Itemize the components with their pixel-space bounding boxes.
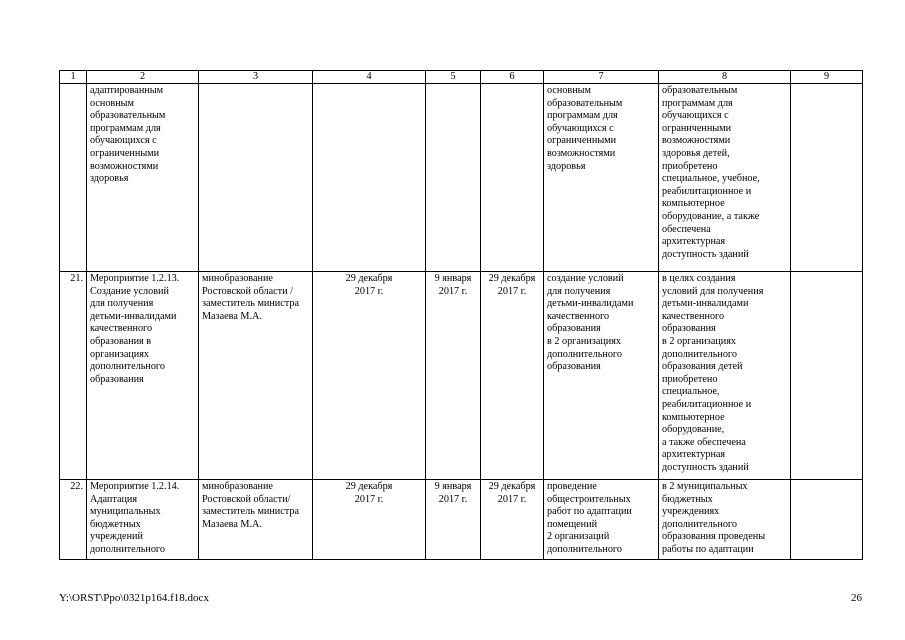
event-cell: Мероприятие 1.2.13. Создание условий для получения детьми-инвалидами качественного образования в организациях дополнительного образования: [87, 272, 199, 480]
actual-result-cell: в 2 муниципальных бюджетных учреждениях дополнительного образования проведены работы по адаптации: [659, 480, 791, 560]
start-date-cell: 9 января 2017 г.: [426, 272, 481, 480]
end-date-cell: 29 декабря 2017 г.: [481, 480, 544, 560]
deadline-cell: 29 декабря 2017 г.: [313, 272, 426, 480]
end-date-cell: 29 декабря 2017 г.: [481, 272, 544, 480]
note-cell: [791, 480, 863, 560]
start-date-cell: [426, 84, 481, 272]
schedule-table: [59, 70, 863, 560]
column-header: 8: [659, 71, 791, 84]
table-row: [60, 272, 863, 480]
end-date-cell: [481, 84, 544, 272]
start-date-cell: 9 января 2017 г.: [426, 480, 481, 560]
deadline-cell: 29 декабря 2017 г.: [313, 480, 426, 560]
deadline-cell: [313, 84, 426, 272]
column-header: 3: [199, 71, 313, 84]
footer-file-path: Y:\ORST\Ppo\0321p164.f18.docx: [59, 592, 209, 604]
column-header: 4: [313, 71, 426, 84]
row-number-cell: 22.: [60, 480, 87, 560]
table-row: [60, 84, 863, 272]
column-header: 5: [426, 71, 481, 84]
executor-cell: [199, 84, 313, 272]
page-number: 26: [851, 592, 862, 604]
event-cell: Мероприятие 1.2.14. Адаптация муниципальных бюджетных учреждений дополнительного: [87, 480, 199, 560]
note-cell: [791, 272, 863, 480]
executor-cell: минобразование Ростовской области/ заместитель министра Мазаева М.А.: [199, 480, 313, 560]
executor-cell: минобразование Ростовской области / заместитель министра Мазаева М.А.: [199, 272, 313, 480]
column-header: 2: [87, 71, 199, 84]
column-header: 7: [544, 71, 659, 84]
expected-result-cell: создание условий для получения детьми-инвалидами качественного образования в 2 организациях дополнительного образования: [544, 272, 659, 480]
event-cell: адаптированным основным образовательным программам для обучающихся с ограниченными возможностями здоровья: [87, 84, 199, 272]
expected-result-cell: основным образовательным программам для обучающихся с ограниченными возможностями здоровья: [544, 84, 659, 272]
column-number-row: [60, 71, 863, 84]
column-header: 1: [60, 71, 87, 84]
row-number-cell: [60, 84, 87, 272]
column-header: 9: [791, 71, 863, 84]
note-cell: [791, 84, 863, 272]
actual-result-cell: образовательным программам для обучающихся с ограниченными возможностями здоровья детей, приобретено специальное, учебное, реабилитационное и компьютерное оборудование, а также обеспечена архитектурная доступность зданий: [659, 84, 791, 272]
table-row: [60, 480, 863, 560]
actual-result-cell: в целях создания условий для получения детьми-инвалидами качественного образования в 2 организациях дополнительного образования детей приобретено специальное, реабилитационное и компьютерное оборудование, а также обеспечена архитектурная доступность зданий: [659, 272, 791, 480]
row-number-cell: 21.: [60, 272, 87, 480]
expected-result-cell: проведение общестроительных работ по адаптации помещений 2 организаций дополнительного: [544, 480, 659, 560]
column-header: 6: [481, 71, 544, 84]
